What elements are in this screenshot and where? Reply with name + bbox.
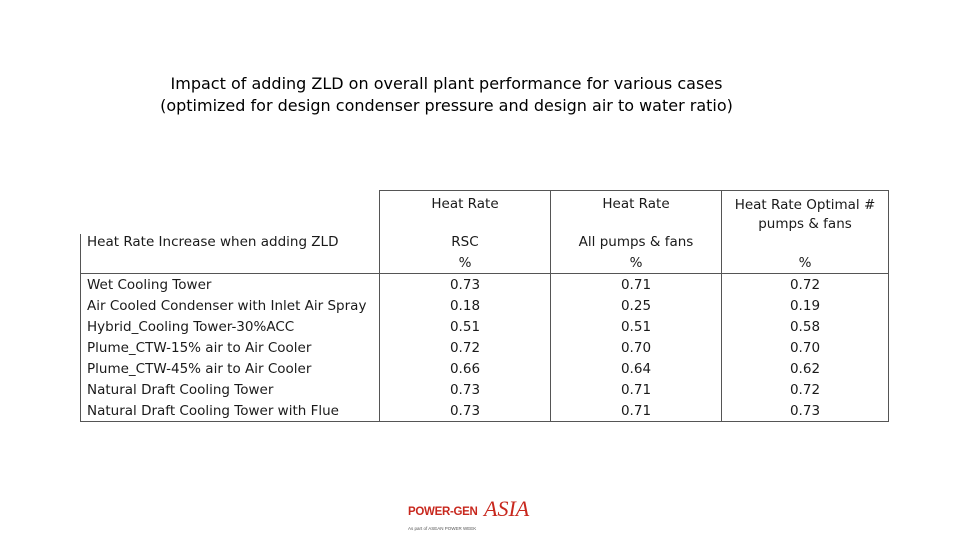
title-line-1: Impact of adding ZLD on overall plant performance for various cases (170, 74, 723, 93)
header-empty-cell (81, 191, 380, 235)
cell-value: 0.51 (380, 316, 551, 337)
cell-value: 0.72 (722, 379, 889, 400)
col2-unit: % (551, 253, 722, 274)
cell-value: 0.70 (551, 337, 722, 358)
cell-value: 0.73 (380, 400, 551, 422)
cell-value: 0.19 (722, 295, 889, 316)
logo-tagline: As part of ASEAN POWER WEEK (408, 526, 477, 531)
units-empty-cell (81, 253, 380, 274)
col1-header-top: Heat Rate (380, 191, 551, 235)
cell-value: 0.51 (551, 316, 722, 337)
col1-unit: % (380, 253, 551, 274)
row-label: Wet Cooling Tower (81, 274, 380, 296)
col2-header-top: Heat Rate (551, 191, 722, 235)
col3-header-top: Heat Rate Optimal # pumps & fans (722, 191, 889, 254)
slide-title (0, 73, 893, 117)
table-row (81, 379, 889, 400)
col1-header-sub: RSC (380, 234, 551, 253)
cell-value: 0.70 (722, 337, 889, 358)
cell-value: 0.71 (551, 400, 722, 422)
performance-table (80, 190, 889, 422)
cell-value: 0.18 (380, 295, 551, 316)
row-label: Hybrid_Cooling Tower-30%ACC (81, 316, 380, 337)
row-label-header: Heat Rate Increase when adding ZLD (81, 234, 380, 253)
cell-value: 0.72 (722, 274, 889, 296)
col2-header-sub: All pumps & fans (551, 234, 722, 253)
power-gen-asia-logo (408, 496, 558, 536)
title-line-2: (optimized for design condenser pressure and design air to water ratio) (160, 96, 733, 115)
cell-value: 0.66 (380, 358, 551, 379)
cell-value: 0.73 (380, 379, 551, 400)
logo-text-main: POWER-GEN (408, 506, 478, 518)
row-label: Plume_CTW-45% air to Air Cooler (81, 358, 380, 379)
cell-value: 0.71 (551, 379, 722, 400)
cell-value: 0.71 (551, 274, 722, 296)
cell-value: 0.73 (380, 274, 551, 296)
row-label: Plume_CTW-15% air to Air Cooler (81, 337, 380, 358)
table-row (81, 274, 889, 296)
cell-value: 0.62 (722, 358, 889, 379)
cell-value: 0.73 (722, 400, 889, 422)
table-row (81, 337, 889, 358)
cell-value: 0.64 (551, 358, 722, 379)
row-label: Natural Draft Cooling Tower with Flue (81, 400, 380, 422)
cell-value: 0.72 (380, 337, 551, 358)
table-row (81, 295, 889, 316)
header-row-units (81, 253, 889, 274)
table-row (81, 358, 889, 379)
table-row (81, 400, 889, 422)
table-row (81, 316, 889, 337)
row-label: Natural Draft Cooling Tower (81, 379, 380, 400)
col3-unit: % (722, 253, 889, 274)
cell-value: 0.58 (722, 316, 889, 337)
header-row-1 (81, 191, 889, 235)
cell-value: 0.25 (551, 295, 722, 316)
row-label: Air Cooled Condenser with Inlet Air Spray (81, 295, 380, 316)
logo-text-accent: ASIA (484, 496, 530, 521)
